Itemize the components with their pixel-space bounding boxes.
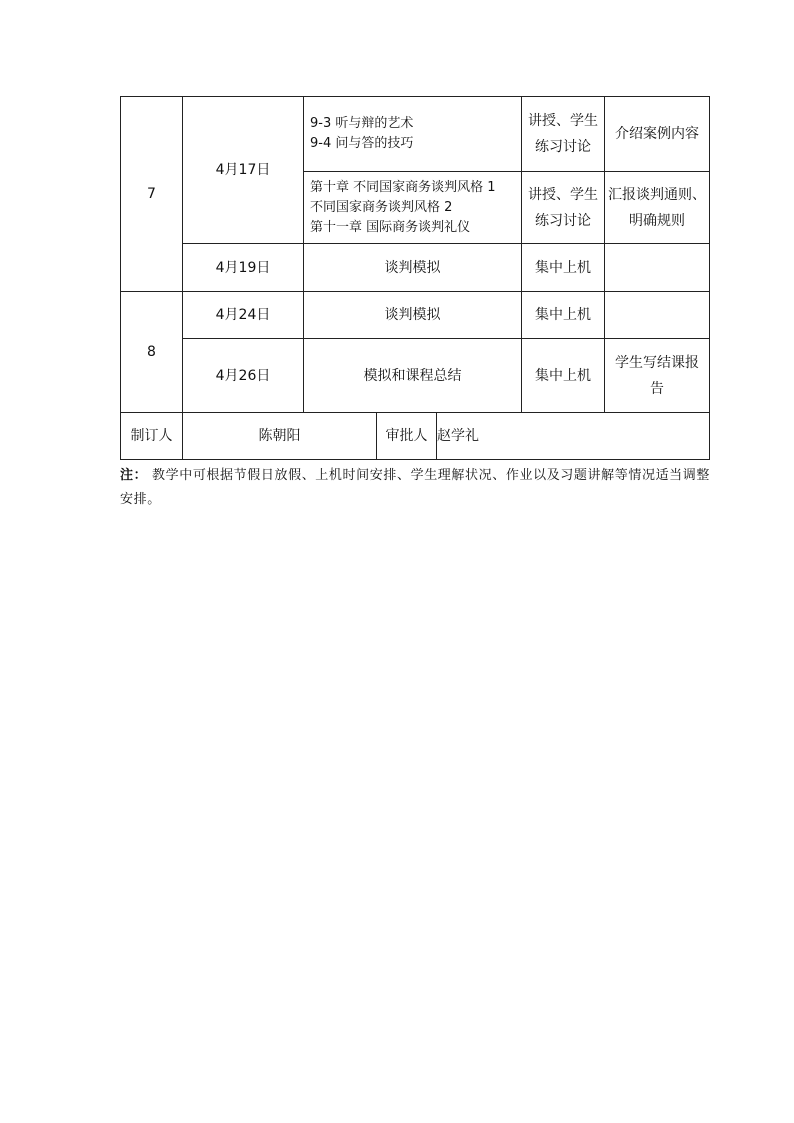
date-text: 4月24日	[215, 307, 271, 323]
assignment-line: 汇报谈判通则、	[608, 186, 706, 203]
content-line: 第十章 不同国家商务谈判风格 1	[310, 179, 496, 195]
date-text: 4月26日	[215, 367, 271, 384]
assignment-line: 介绍案例内容	[615, 126, 699, 142]
assignment-cell	[604, 291, 710, 339]
content-line: 9-4 问与答的技巧	[310, 136, 414, 151]
content-line: 模拟和课程总结	[363, 367, 462, 384]
date-text: 4月17日	[215, 162, 271, 178]
method-line: 集中上机	[535, 307, 591, 323]
approver-label: 审批人	[385, 428, 428, 444]
approver-name: 赵学礼	[437, 428, 479, 444]
assignment-line: 告	[650, 380, 664, 397]
author-name: 陈朝阳	[258, 428, 301, 444]
method-line: 讲授、学生	[528, 113, 598, 129]
date-cell	[182, 338, 304, 413]
note-paragraph	[120, 464, 710, 512]
date-cell	[182, 96, 304, 244]
assignment-cell	[604, 338, 710, 413]
author-name-cell	[182, 412, 377, 460]
content-line: 第十一章 国际商务谈判礼仪	[310, 219, 471, 235]
content-cell	[303, 96, 522, 172]
method-line: 集中上机	[535, 259, 591, 276]
method-cell	[521, 291, 605, 339]
content-line: 不同国家商务谈判风格 2	[310, 199, 453, 215]
week-cell	[120, 96, 183, 292]
method-line: 集中上机	[535, 367, 591, 384]
author-label: 制订人	[130, 428, 173, 444]
assignment-cell	[604, 171, 710, 244]
date-cell	[182, 291, 304, 339]
content-cell	[303, 171, 522, 244]
method-cell	[521, 338, 605, 413]
content-line: 9-3 听与辩的艺术	[310, 116, 414, 131]
assignment-cell	[604, 243, 710, 292]
assignment-line: 学生写结课报	[615, 354, 699, 371]
method-cell	[521, 96, 605, 172]
assignment-cell	[604, 96, 710, 172]
content-line: 谈判模拟	[384, 259, 441, 276]
content-cell	[303, 338, 522, 413]
method-cell	[521, 243, 605, 292]
week-cell	[120, 291, 183, 413]
content-line: 谈判模拟	[384, 307, 441, 323]
author-label-cell	[120, 412, 183, 460]
week-number: 8	[147, 344, 156, 360]
method-line: 讲授、学生	[528, 186, 598, 203]
date-text: 4月19日	[215, 259, 271, 276]
approver-label-cell	[376, 412, 437, 460]
method-line: 练习讨论	[535, 212, 591, 229]
content-cell	[303, 243, 522, 292]
approver-name-cell	[436, 412, 710, 460]
note-label: 注：	[120, 468, 148, 483]
method-line: 练习讨论	[535, 139, 591, 155]
note-text: 教学中可根据节假日放假、上机时间安排、学生理解状况、作业以及习题讲解等情况适当调整安排。	[120, 468, 711, 507]
week-number: 7	[147, 186, 156, 202]
assignment-line: 明确规则	[629, 212, 685, 229]
date-cell	[182, 243, 304, 292]
method-cell	[521, 171, 605, 244]
content-cell	[303, 291, 522, 339]
